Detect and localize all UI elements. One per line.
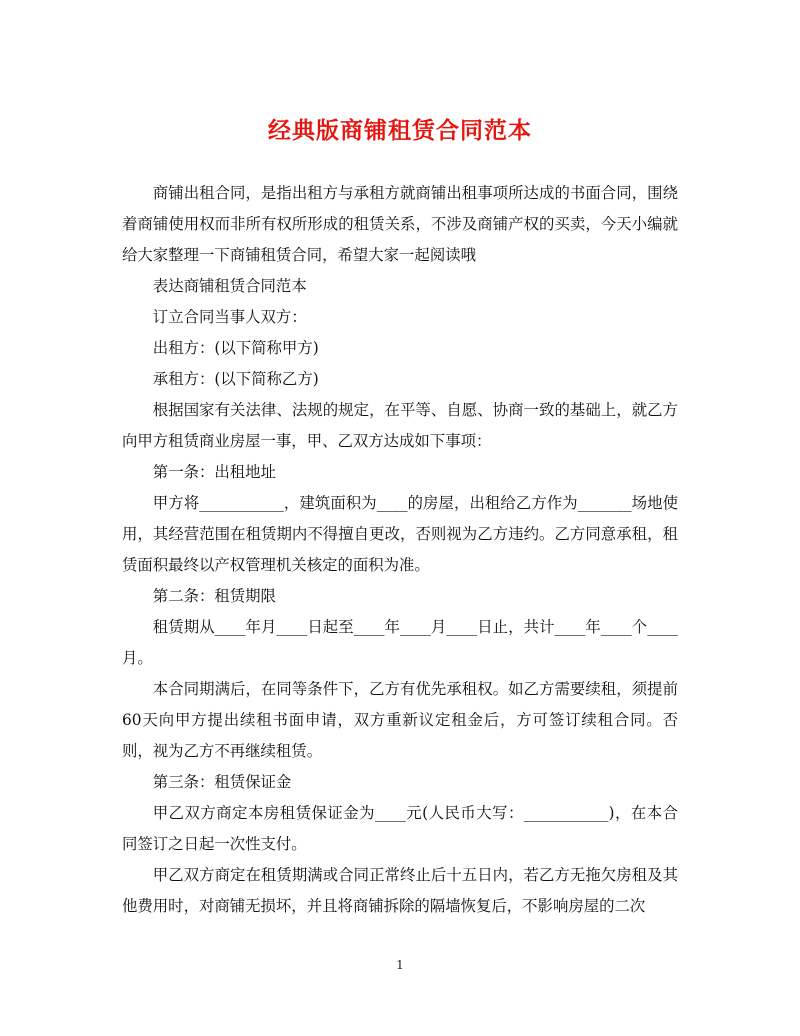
paragraph-basis: 根据国家有关法律、法规的规定，在平等、自愿、协商一致的基础上，就乙方向甲方租赁商业房屋一事，甲、乙双方达成如下事项： — [122, 401, 678, 450]
article-2-heading: 第二条：租赁期限 — [152, 587, 276, 605]
paragraph-lessee: 承租方：(以下简称乙方) — [152, 370, 319, 388]
page-number: 1 — [396, 958, 404, 972]
article-2-renewal: 本合同期满后，在同等条件下，乙方有优先承租权。如乙方需要续租，须提前60天向甲方提出续租书面申请，双方重新议定租金后，方可签订续租合同。否则，视为乙方不再继续租赁。 — [122, 680, 678, 760]
article-1-heading: 第一条：出租地址 — [152, 463, 276, 481]
article-3-return: 甲乙双方商定在租赁期满或合同正常终止后十五日内，若乙方无拖欠房租及其他费用时，对商铺无损坏，并且将商铺拆除的隔墙恢复后，不影响房屋的二次 — [122, 866, 678, 915]
paragraph-heading: 表达商铺租赁合同范本 — [152, 277, 307, 295]
paragraph-intro: 商铺出租合同，是指出租方与承租方就商铺出租事项所达成的书面合同，围绕着商铺使用权而非所有权所形成的租赁关系，不涉及商铺产权的买卖，今天小编就给大家整理一下商铺租赁合同，希望大家一起阅读哦 — [122, 184, 678, 264]
article-3-text: 甲乙双方商定本房租赁保证金为____元(人民币大写：___________)，在本合同签订之日起一次性支付。 — [122, 804, 678, 853]
article-1-text: 甲方将___________，建筑面积为____的房屋，出租给乙方作为_______场地使用，其经营范围在租赁期内不得擅自更改，否则视为乙方违约。乙方同意承租，租赁面积最终以产权管理机关核定的面积为准。 — [122, 494, 678, 574]
article-3-heading: 第三条：租赁保证金 — [152, 773, 292, 791]
article-2-text: 租赁期从____年月____日起至____年____月____日止，共计____年____个____月。 — [122, 618, 678, 667]
document-body — [122, 178, 678, 922]
document-title: 经典版商铺租赁合同范本 — [268, 117, 532, 144]
paragraph-lessor: 出租方：(以下简称甲方) — [152, 339, 319, 357]
paragraph-parties: 订立合同当事人双方： — [152, 308, 307, 326]
